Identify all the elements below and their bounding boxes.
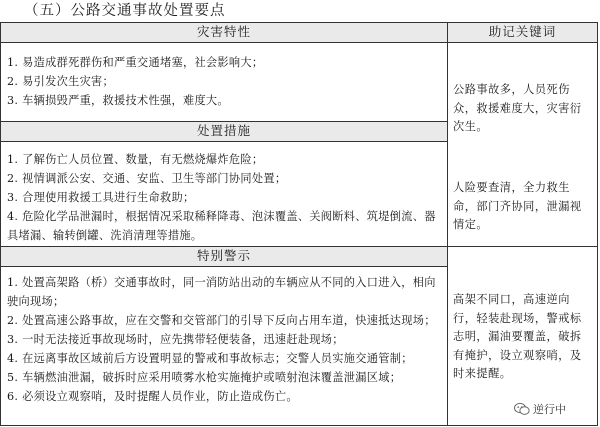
list-item: 2. 视情调派公安、交通、安监、卫生等部门协同处置； [7, 172, 287, 185]
keywords-hazards: 公路事故多，人员死伤众，救援难度大，灾害衍次生。 [453, 83, 582, 133]
wechat-icon [514, 402, 530, 416]
list-item: 1. 易造成群死群伤和严重交通堵塞，社会影响大； [7, 56, 264, 69]
watermark-text: 逆行中 [533, 403, 566, 416]
section-header-warnings: 特别警示 [1, 247, 447, 266]
list-item: 5. 车辆燃油泄漏，破拆时应采用喷雾水枪实施掩护或喷射泡沫覆盖泄漏区域； [7, 371, 402, 384]
list-item: 2. 易引发次生灾害； [7, 75, 115, 88]
section-title: （五）公路交通事故处置要点 [24, 3, 226, 19]
section-header-measures: 处置措施 [1, 122, 447, 141]
column-divider [447, 23, 448, 425]
key-points-table [0, 22, 598, 426]
keywords-column-header: 助记关键词 [448, 23, 597, 42]
list-item: 4. 在远离事故区域前后方设置明显的警戒和事故标志；交警人员实施交通管制； [7, 352, 413, 365]
measures-list [7, 150, 443, 245]
list-item: 4. 危险化学品泄漏时，根据情况采取稀释降毒、泡沫覆盖、关阀断料、筑堤倒流、器具堵漏、输转倒罐、洗消清理等措施。 [7, 210, 436, 242]
row-divider [1, 266, 447, 267]
list-item: 6. 必须设立观察哨，及时提醒人员作业，防止造成伤亡。 [7, 390, 298, 403]
warnings-list [7, 273, 443, 406]
keywords-measures: 人险要查清，全力救生命，部门齐协同，泄漏视情定。 [453, 181, 582, 231]
row-divider [1, 42, 597, 43]
wechat-watermark [514, 399, 566, 419]
hazards-list [7, 53, 443, 110]
keywords-warnings: 高架不同口，高速逆向行，轻装赴现场，警戒标志明，漏油要覆盖，破拆有掩护，设立观察哨，及时来提醒。 [453, 293, 582, 380]
row-divider [1, 141, 447, 142]
list-item: 3. 一时无法接近事故现场时，应先携带轻便装备，迅速赶赴现场； [7, 333, 344, 346]
list-item: 1. 处置高架路（桥）交通事故时，同一消防站出动的车辆应从不同的入口进入，相向驶向现场； [7, 276, 436, 308]
list-item: 3. 合理使用救援工具进行生命救助； [7, 191, 195, 204]
section-header-hazards: 灾害特性 [1, 23, 447, 42]
list-item: 3. 车辆损毁严重，救援技术性强，难度大。 [7, 94, 229, 107]
list-item: 1. 了解伤亡人员位置、数量，有无燃烧爆炸危险； [7, 153, 264, 166]
list-item: 2. 处置高速公路事故，应在交警和交管部门的引导下反向占用车道，快速抵达现场； [7, 314, 436, 327]
